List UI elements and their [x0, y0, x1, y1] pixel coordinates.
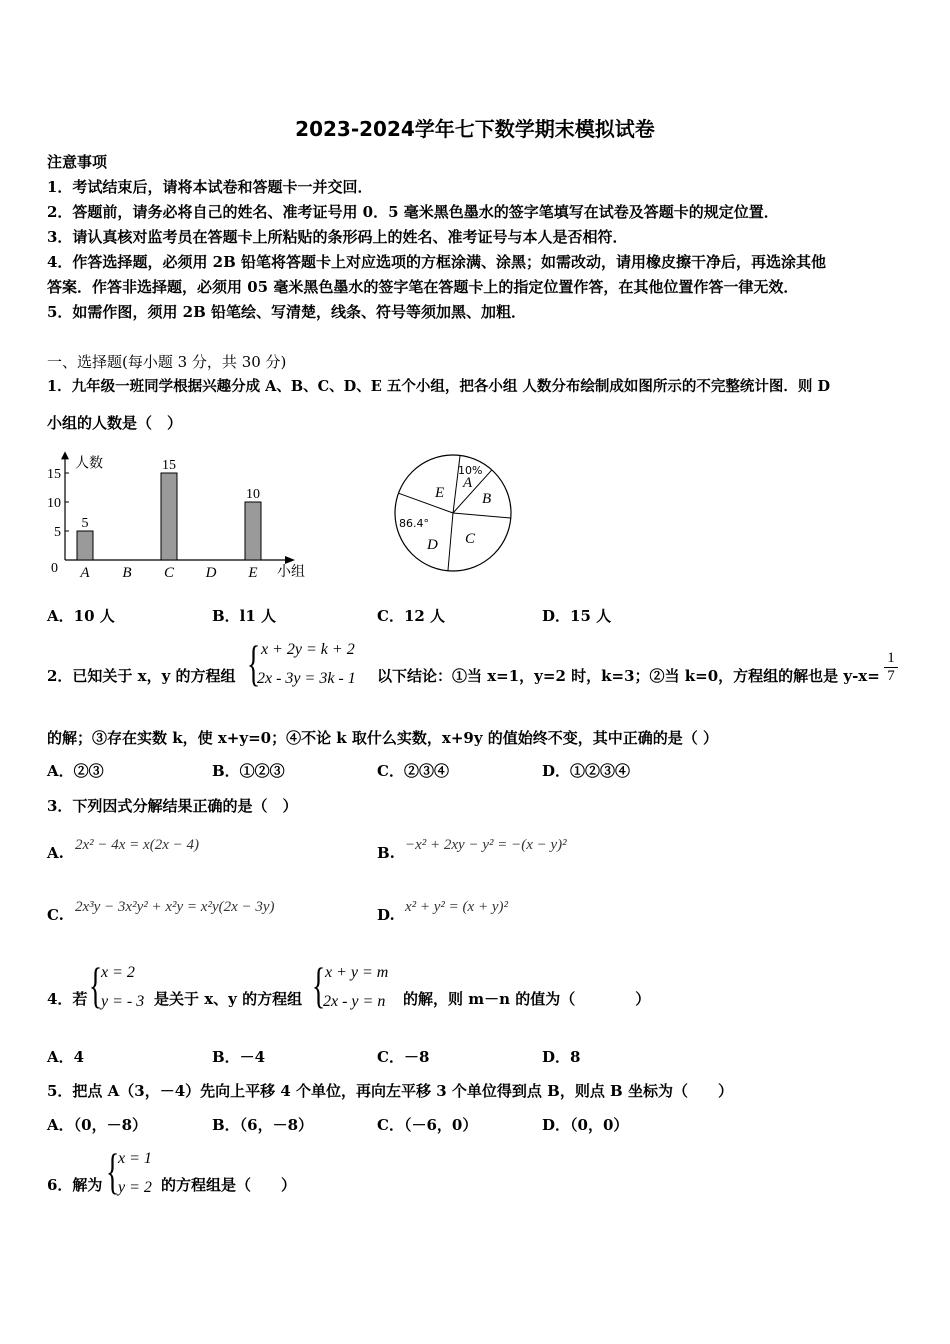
option-d[interactable]: D．15 人 — [542, 607, 612, 625]
pie-slice-label: B — [482, 491, 492, 507]
option-d-expr[interactable]: x² + y² = (x + y)² — [405, 899, 508, 915]
left-brace: { — [106, 1143, 120, 1199]
option-d-label[interactable]: D. — [377, 906, 395, 924]
solution-y: y = 2 — [118, 1179, 152, 1196]
notice-item: 答案．作答非选择题，必须用 05 毫米黑色墨水的签字笔在答题卡上的指定位置作答，在其他位置作答一律无效． — [47, 278, 799, 296]
left-brace: { — [247, 635, 261, 691]
option-a[interactable]: A．（0，－8） — [47, 1116, 148, 1134]
question-4-suffix: 的解，则 m－n 的值为（ ） — [403, 990, 651, 1008]
y-tick-label: 10 — [47, 496, 61, 511]
solution-x: x = 2 — [101, 964, 135, 981]
system-eq-1: x + y = m — [325, 964, 389, 981]
notice-item: 5．如需作图，须用 2B 铅笔绘、写清楚，线条、符号等须加黑、加粗． — [47, 303, 526, 321]
pie-slice-label: D — [427, 537, 438, 553]
question-2-prefix: 2．已知关于 x，y 的方程组 — [47, 667, 236, 685]
option-c[interactable]: C．②③④ — [377, 762, 449, 780]
system-eq-1: x + 2y = k + 2 — [261, 641, 355, 658]
notice-item: 3．请认真核对监考员在答题卡上所粘贴的条形码上的姓名、准考证号与本人是否相符． — [47, 228, 628, 246]
bar — [77, 531, 93, 560]
option-b[interactable]: B．①②③ — [212, 762, 285, 780]
y-tick-label: 15 — [47, 467, 61, 482]
notice-item: 2．答题前，请务必将自己的姓名、准考证号用 0．5 毫米黑色墨水的签字笔填写在试卷及答题卡的规定位置． — [47, 203, 779, 221]
option-b[interactable]: B．l1 人 — [212, 607, 277, 625]
notice-heading: 注意事项 — [47, 153, 108, 171]
fraction-numerator: 1 — [887, 650, 895, 666]
y-axis-arrow — [61, 451, 69, 459]
option-d[interactable]: D．①②③④ — [542, 762, 631, 780]
y-tick-label: 5 — [54, 525, 61, 540]
bar-chart — [45, 440, 320, 590]
option-b[interactable]: B．（6，－8） — [212, 1116, 314, 1134]
data-label: 15 — [162, 458, 176, 473]
question-2-middle: 以下结论：①当 x=1，y=2 时，k=3；②当 k=0，方程组的解也是 y-x= — [377, 667, 880, 685]
option-d[interactable]: D．8 — [542, 1048, 581, 1066]
x-tick-label: A — [80, 565, 90, 581]
pie-slice-label: A — [463, 475, 473, 491]
option-a-expr[interactable]: 2x² − 4x = x(2x − 4) — [75, 837, 199, 853]
bar — [161, 473, 177, 560]
x-tick-label: C — [163, 565, 175, 581]
pie-annotation: 86.4° — [399, 517, 429, 530]
x-axis-arrow — [285, 556, 295, 564]
pie-slice-label: E — [435, 485, 445, 501]
question-5-stem: 5．把点 A（3，－4）先向上平移 4 个单位，再向左平移 3 个单位得到点 B，则点 B 坐标为（ ） — [47, 1082, 733, 1100]
question-3-stem: 3．下列因式分解结果正确的是（ ） — [47, 797, 298, 815]
question-1-line2: 小组的人数是（ ） — [47, 414, 183, 432]
option-b-expr[interactable]: −x² + 2xy − y² = −(x − y)² — [405, 837, 567, 853]
data-label: 5 — [81, 516, 89, 531]
fraction — [884, 650, 898, 685]
pie-slice-label: C — [465, 531, 476, 547]
option-a[interactable]: A．②③ — [47, 762, 104, 780]
x-tick-label: B — [122, 565, 132, 581]
option-c[interactable]: C．（－6，0） — [377, 1116, 478, 1134]
notice-item: 4．作答选择题，必须用 2B 铅笔将答题卡上对应选项的方框涂满、涂黑；如需改动，请用橡皮擦干净后，再选涂其他 — [47, 253, 827, 271]
data-label: 10 — [246, 487, 260, 502]
section-heading: 一、选择题(每小题 3 分，共 30 分) — [47, 353, 287, 371]
x-axis-label: 小组 — [277, 564, 305, 580]
left-brace: { — [312, 957, 326, 1013]
fraction-denominator: 7 — [884, 667, 898, 685]
x-tick-label: D — [205, 565, 217, 581]
option-a-label[interactable]: A. — [47, 844, 64, 862]
y-axis-label: 人数 — [75, 455, 103, 472]
option-b[interactable]: B．－4 — [212, 1048, 266, 1066]
system-eq-2: 2x - 3y = 3k - 1 — [257, 670, 356, 687]
option-a[interactable]: A．10 人 — [47, 607, 115, 625]
question-2-line2: 的解；③存在实数 k，使 x+y=0；④不论 k 取什么实数，x+9y 的值始终不变，其中正确的是（ ） — [47, 729, 719, 747]
option-c-expr[interactable]: 2x³y − 3x²y² + x²y = x²y(2x − 3y) — [75, 899, 275, 915]
pie-annotation: 10% — [458, 464, 483, 477]
option-a[interactable]: A．4 — [47, 1048, 85, 1066]
bar — [245, 502, 261, 560]
solution-y: y = - 3 — [101, 993, 145, 1010]
option-c[interactable]: C．12 人 — [377, 607, 446, 625]
solution-x: x = 1 — [118, 1150, 152, 1167]
option-d[interactable]: D．（0，0） — [542, 1116, 629, 1134]
left-brace: { — [89, 957, 103, 1013]
question-1-line1: 1．九年级一班同学根据兴趣分成 A、B、C、D、E 五个小组，把各小组 人数分布绘制成如图所示的不完整统计图．则 D — [47, 378, 831, 395]
pie-chart — [385, 445, 525, 580]
option-c[interactable]: C．－8 — [377, 1048, 430, 1066]
notice-item: 1．考试结束后，请将本试卷和答题卡一并交回． — [47, 178, 373, 196]
question-4-middle: 是关于 x、y 的方程组 — [154, 990, 303, 1008]
system-eq-2: 2x - y = n — [323, 993, 386, 1010]
question-6-suffix: 的方程组是（ ） — [161, 1176, 297, 1194]
page-title: 2023-2024学年七下数学期末模拟试卷 — [295, 117, 655, 141]
x-tick-label: E — [248, 565, 258, 581]
question-6-prefix: 6．解为 — [47, 1176, 103, 1194]
option-b-label[interactable]: B. — [377, 844, 395, 862]
question-4-prefix: 4．若 — [47, 990, 88, 1008]
option-c-label[interactable]: C. — [47, 906, 64, 924]
y-tick-label: 0 — [51, 561, 58, 576]
